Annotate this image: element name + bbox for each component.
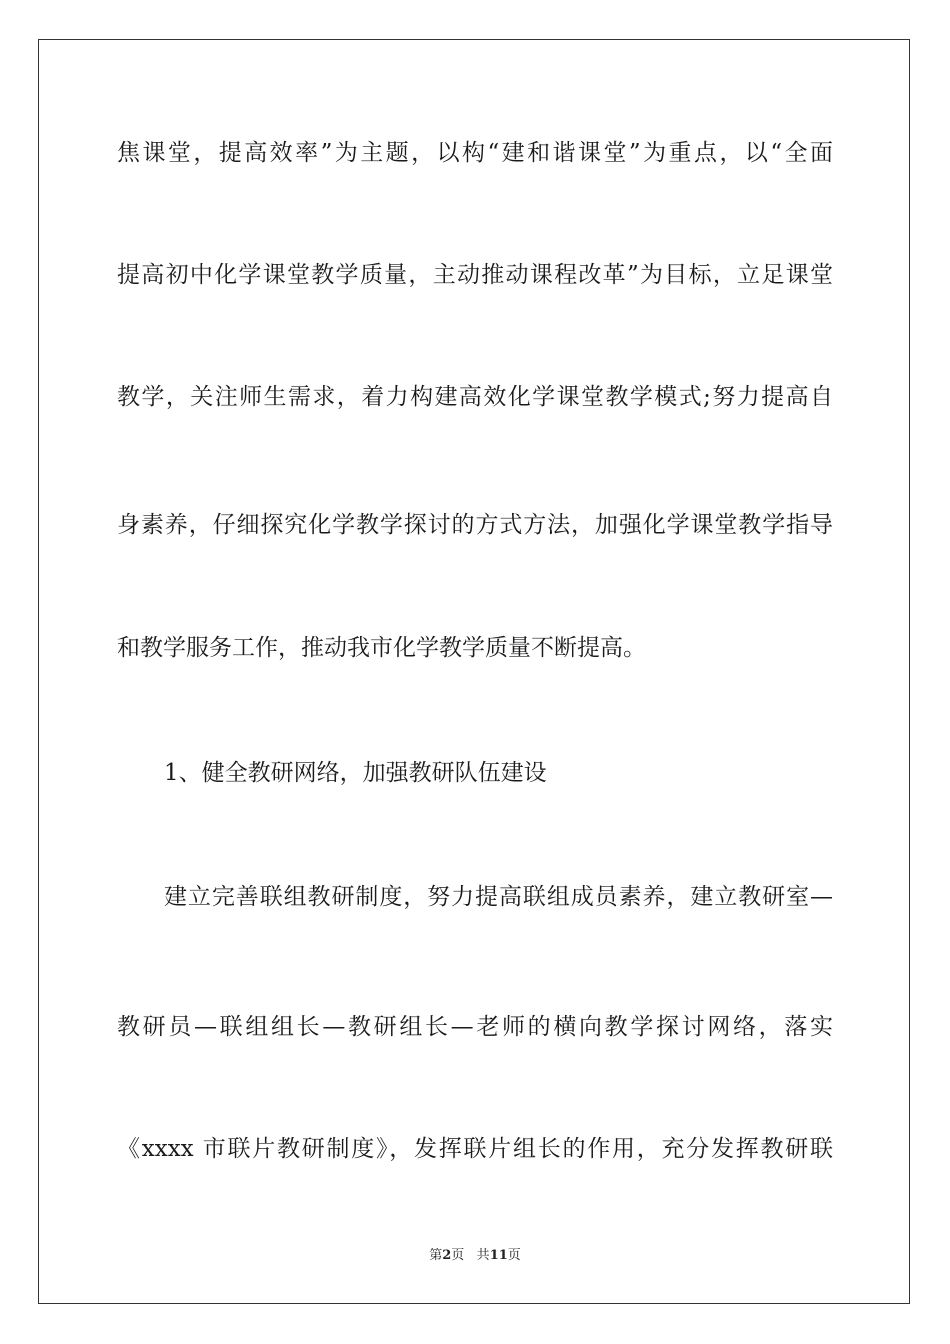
text-line: 《xxxx 市联片教研制度》，发挥联片组长的作用，充分发挥教研联: [117, 1136, 833, 1162]
page-prefix: 第: [429, 1248, 443, 1263]
page-border: [38, 39, 910, 1304]
text-line: 和教学服务工作，推动我市化学教学质量不断提高。: [117, 635, 646, 661]
page-number: 2: [442, 1248, 452, 1263]
text-line: 建立完善联组教研制度，努力提高联组成员素养，建立教研室—: [164, 884, 833, 910]
total-suffix: 页: [507, 1248, 521, 1263]
text-line: 提高初中化学课堂教学质量，主动推动课程改革”为目标，立足课堂: [117, 262, 833, 288]
total-prefix: 共: [476, 1248, 490, 1263]
text-line: 焦课堂，提高效率”为主题，以构“建和谐课堂”为重点，以“全面: [117, 140, 833, 166]
text-line: 教研员—联组组长—教研组长—老师的横向教学探讨网络，落实: [117, 1014, 833, 1040]
text-line: 教学，关注师生需求，着力构建高效化学课堂教学模式;努力提高自: [117, 384, 833, 410]
page-suffix: 页: [451, 1248, 465, 1263]
total-pages: 11: [489, 1248, 508, 1263]
page-footer: [0, 1247, 950, 1265]
section-heading: 1、健全教研网络，加强教研队伍建设: [164, 760, 547, 786]
text-line: 身素养，仔细探究化学教学探讨的方式方法，加强化学课堂教学指导: [117, 512, 833, 538]
